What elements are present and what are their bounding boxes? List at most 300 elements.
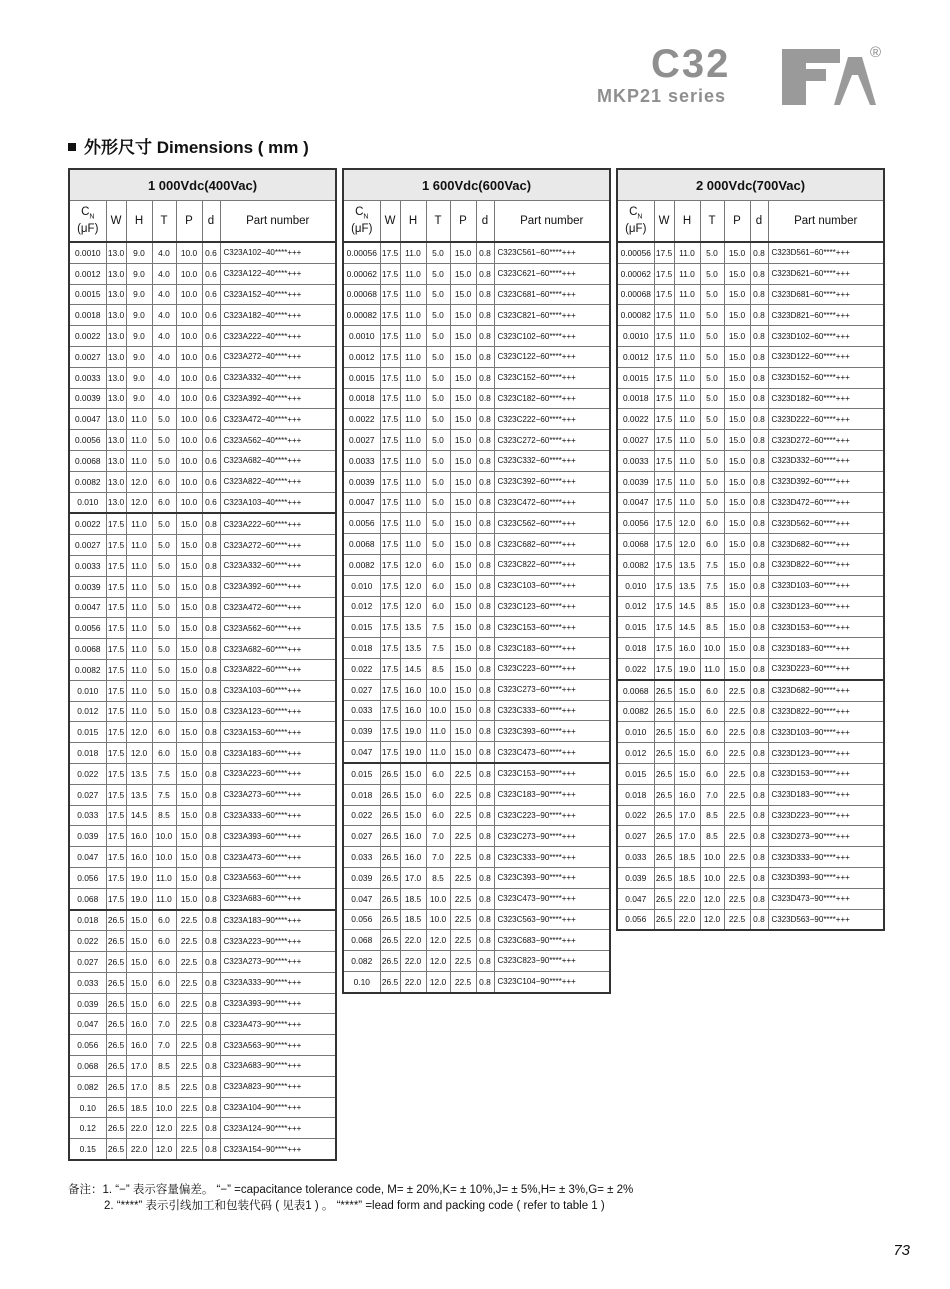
table-cell: 22.5 — [724, 743, 750, 764]
table-cell: 8.5 — [152, 1056, 176, 1077]
table-cell: 12.0 — [674, 534, 700, 555]
table-cell: 9.0 — [126, 346, 152, 367]
table-cell: 15.0 — [176, 680, 202, 701]
table-row — [69, 430, 336, 451]
table-cell: 0.8 — [750, 534, 768, 555]
part-number-cell: C323D681−60****+++ — [768, 284, 884, 305]
table-cell: 13.0 — [106, 430, 126, 451]
part-number-cell: C323A473−60****+++ — [220, 847, 336, 868]
table-row — [69, 576, 336, 597]
part-number-cell: C323D562−60****+++ — [768, 513, 884, 534]
table-cell: 5.0 — [426, 242, 450, 263]
table-cell: 0.027 — [343, 826, 380, 847]
table-cell: 0.8 — [476, 534, 494, 555]
table-cell: 0.8 — [202, 1035, 220, 1056]
table-cell: 6.0 — [700, 534, 724, 555]
table-row — [69, 1139, 336, 1160]
table-cell: 0.00056 — [617, 242, 654, 263]
table-cell: 0.010 — [617, 575, 654, 596]
table-cell: 15.0 — [450, 575, 476, 596]
part-number-cell: C323A472−60****+++ — [220, 597, 336, 618]
part-number-cell: C323C392−60****+++ — [494, 471, 610, 492]
table-cell: 22.5 — [450, 805, 476, 826]
table-row — [69, 1097, 336, 1118]
table-cell: 15.0 — [450, 742, 476, 763]
table-cell: 0.8 — [476, 700, 494, 721]
table-cell: 0.0082 — [69, 471, 106, 492]
table-cell: 15.0 — [724, 575, 750, 596]
part-number-cell: C323A683−60****+++ — [220, 888, 336, 909]
table-cell: 17.5 — [654, 263, 674, 284]
part-number-cell: C323C473−60****+++ — [494, 742, 610, 763]
part-number-cell: C323A223−90****+++ — [220, 931, 336, 952]
table-cell: 17.5 — [380, 367, 400, 388]
table-cell: 17.5 — [654, 367, 674, 388]
table-cell: 11.0 — [126, 576, 152, 597]
table-cell: 22.5 — [724, 888, 750, 909]
table-cell: 22.5 — [450, 867, 476, 888]
table-cell: 22.5 — [724, 847, 750, 868]
table-cell: 26.5 — [106, 993, 126, 1014]
column-header: W — [380, 201, 400, 243]
table-cell: 0.018 — [343, 784, 380, 805]
table-row — [69, 346, 336, 367]
table-cell: 16.0 — [126, 847, 152, 868]
table-cell: 5.0 — [700, 367, 724, 388]
table-cell: 16.0 — [126, 1014, 152, 1035]
table-cell: 5.0 — [152, 576, 176, 597]
table-row — [69, 1076, 336, 1097]
table-row — [343, 596, 610, 617]
table-cell: 0.047 — [69, 1014, 106, 1035]
table-cell: 15.0 — [450, 388, 476, 409]
table-cell: 0.8 — [476, 575, 494, 596]
part-number-cell: C323C153−90****+++ — [494, 763, 610, 784]
table-cell: 13.0 — [106, 326, 126, 347]
table-row — [617, 409, 884, 430]
table-cell: 5.0 — [700, 450, 724, 471]
table-cell: 26.5 — [380, 847, 400, 868]
table-cell: 15.0 — [724, 450, 750, 471]
table-cell: 11.0 — [126, 535, 152, 556]
table-row — [617, 554, 884, 575]
part-number-cell: C323A183−90****+++ — [220, 910, 336, 931]
table-cell: 0.8 — [750, 554, 768, 575]
table-cell: 0.8 — [750, 743, 768, 764]
table-cell: 0.8 — [202, 639, 220, 660]
dimension-table-2 — [342, 168, 611, 994]
table-cell: 0.8 — [750, 805, 768, 826]
table-cell: 26.5 — [380, 867, 400, 888]
table-cell: 0.6 — [202, 388, 220, 409]
table-cell: 22.5 — [724, 722, 750, 743]
table-cell: 15.0 — [126, 993, 152, 1014]
table-cell: 17.5 — [380, 409, 400, 430]
table-cell: 0.8 — [750, 847, 768, 868]
table-row — [617, 450, 884, 471]
table-row — [69, 888, 336, 909]
column-header: W — [106, 201, 126, 243]
table-cell: 13.5 — [400, 638, 426, 659]
table-cell: 10.0 — [176, 326, 202, 347]
table-cell: 11.0 — [126, 555, 152, 576]
table-cell: 0.0082 — [343, 554, 380, 575]
table-cell: 17.0 — [126, 1076, 152, 1097]
table-cell: 0.0022 — [69, 326, 106, 347]
part-number-cell: C323A563−90****+++ — [220, 1035, 336, 1056]
table-cell: 4.0 — [152, 305, 176, 326]
table-row — [69, 659, 336, 680]
table-cell: 10.0 — [176, 367, 202, 388]
table-cell: 18.5 — [126, 1097, 152, 1118]
table-row — [69, 242, 336, 263]
table-cell: 0.6 — [202, 450, 220, 471]
table-cell: 15.0 — [450, 658, 476, 679]
table-cell: 0.056 — [69, 867, 106, 888]
part-number-cell: C323D182−60****+++ — [768, 388, 884, 409]
table-cell: 7.5 — [152, 763, 176, 784]
part-number-cell: C323A562−60****+++ — [220, 618, 336, 639]
part-number-cell: C323D152−60****+++ — [768, 367, 884, 388]
table-cell: 26.5 — [654, 826, 674, 847]
table-row — [617, 388, 884, 409]
table-cell: 0.022 — [617, 805, 654, 826]
table-cell: 0.6 — [202, 492, 220, 513]
table-cell: 12.0 — [426, 930, 450, 951]
table-row — [343, 930, 610, 951]
table-row — [617, 784, 884, 805]
table-cell: 11.0 — [674, 346, 700, 367]
table-cell: 14.5 — [674, 596, 700, 617]
table-cell: 17.5 — [654, 430, 674, 451]
table-cell: 18.5 — [674, 867, 700, 888]
table-cell: 0.8 — [476, 826, 494, 847]
table-cell: 13.5 — [126, 763, 152, 784]
table-cell: 0.00082 — [343, 305, 380, 326]
table-cell: 11.0 — [400, 242, 426, 263]
table-cell: 11.0 — [674, 409, 700, 430]
table-cell: 15.0 — [724, 554, 750, 575]
table-row — [343, 951, 610, 972]
table-cell: 5.0 — [152, 450, 176, 471]
table-cell: 26.5 — [106, 1097, 126, 1118]
table-cell: 16.0 — [400, 826, 426, 847]
table-cell: 13.0 — [106, 284, 126, 305]
part-number-cell: C323C823−90****+++ — [494, 951, 610, 972]
table-cell: 0.8 — [750, 263, 768, 284]
table-cell: 0.8 — [476, 367, 494, 388]
table-cell: 7.5 — [700, 554, 724, 575]
table-cell: 17.5 — [380, 575, 400, 596]
table-cell: 10.0 — [426, 679, 450, 700]
table-cell: 17.5 — [380, 346, 400, 367]
table-cell: 26.5 — [380, 805, 400, 826]
table-cell: 0.082 — [343, 951, 380, 972]
table-cell: 14.5 — [126, 805, 152, 826]
table-cell: 0.8 — [476, 263, 494, 284]
table-row — [69, 263, 336, 284]
table-cell: 0.6 — [202, 367, 220, 388]
table-cell: 26.5 — [654, 680, 674, 701]
part-number-cell: C323C821−60****+++ — [494, 305, 610, 326]
table-cell: 9.0 — [126, 242, 152, 263]
table-cell: 17.0 — [400, 867, 426, 888]
table-cell: 11.0 — [126, 597, 152, 618]
table-cell: 13.5 — [400, 617, 426, 638]
table-cell: 4.0 — [152, 284, 176, 305]
table-row — [617, 847, 884, 868]
table-cell: 22.5 — [176, 910, 202, 931]
table-cell: 8.5 — [700, 826, 724, 847]
table-cell: 0.8 — [476, 867, 494, 888]
table-cell: 7.5 — [152, 784, 176, 805]
table-row — [69, 993, 336, 1014]
voltage-rating-header: 1 600Vdc(600Vac) — [343, 169, 610, 201]
table-cell: 11.0 — [126, 639, 152, 660]
series-code: C32 — [651, 42, 731, 86]
table-cell: 17.5 — [380, 326, 400, 347]
table-cell: 12.0 — [400, 575, 426, 596]
table-row — [343, 575, 610, 596]
notes — [68, 1182, 633, 1214]
table-cell: 11.0 — [400, 326, 426, 347]
table-cell: 0.8 — [476, 638, 494, 659]
table-cell: 0.018 — [343, 638, 380, 659]
table-cell: 10.0 — [152, 847, 176, 868]
table-cell: 12.0 — [700, 909, 724, 930]
part-number-cell: C323A153−60****+++ — [220, 722, 336, 743]
table-cell: 5.0 — [152, 555, 176, 576]
table-cell: 0.0039 — [69, 388, 106, 409]
table-cell: 0.039 — [343, 721, 380, 742]
table-cell: 0.00068 — [343, 284, 380, 305]
part-number-cell: C323A222−40****+++ — [220, 326, 336, 347]
table-cell: 11.0 — [400, 305, 426, 326]
part-number-cell: C323A122−40****+++ — [220, 263, 336, 284]
table-row — [69, 471, 336, 492]
table-cell: 11.0 — [400, 409, 426, 430]
table-cell: 17.5 — [654, 638, 674, 659]
table-cell: 10.0 — [176, 471, 202, 492]
table-cell: 11.0 — [126, 409, 152, 430]
table-cell: 22.5 — [176, 972, 202, 993]
table-cell: 11.0 — [400, 513, 426, 534]
table-row — [617, 326, 884, 347]
table-row — [343, 367, 610, 388]
table-cell: 8.5 — [700, 596, 724, 617]
table-row — [69, 743, 336, 764]
table-row — [617, 492, 884, 513]
table-cell: 0.8 — [202, 993, 220, 1014]
table-cell: 0.8 — [750, 450, 768, 471]
table-row — [69, 910, 336, 931]
table-row — [617, 909, 884, 930]
table-cell: 5.0 — [700, 305, 724, 326]
table-cell: 0.6 — [202, 242, 220, 263]
table-cell: 17.5 — [380, 721, 400, 742]
table-cell: 17.5 — [106, 576, 126, 597]
table-row — [617, 826, 884, 847]
dimension-table-3 — [616, 168, 885, 931]
table-row — [617, 867, 884, 888]
table-cell: 11.0 — [674, 284, 700, 305]
table-cell: 5.0 — [426, 513, 450, 534]
part-number-cell: C323D682−60****+++ — [768, 534, 884, 555]
table-row — [343, 763, 610, 784]
table-cell: 22.5 — [176, 931, 202, 952]
table-cell: 22.5 — [724, 805, 750, 826]
table-cell: 17.5 — [654, 617, 674, 638]
table-row — [343, 513, 610, 534]
table-cell: 0.0068 — [617, 534, 654, 555]
table-cell: 17.5 — [654, 596, 674, 617]
table-cell: 6.0 — [700, 701, 724, 722]
table-cell: 17.5 — [380, 700, 400, 721]
table-cell: 16.0 — [126, 1035, 152, 1056]
table-cell: 7.0 — [426, 847, 450, 868]
table-cell: 17.0 — [126, 1056, 152, 1077]
note-2: 2. “****” 表示引线加工和包装代码 ( 见表1 ) 。 “****” =lead form and packing code ( refer to table 1 ) — [104, 1200, 605, 1212]
table-cell: 0.8 — [476, 242, 494, 263]
table-cell: 15.0 — [450, 367, 476, 388]
table-cell: 6.0 — [152, 931, 176, 952]
table-cell: 6.0 — [426, 784, 450, 805]
table-cell: 0.8 — [750, 367, 768, 388]
table-cell: 0.6 — [202, 305, 220, 326]
part-number-cell: C323A103−60****+++ — [220, 680, 336, 701]
table-cell: 8.5 — [152, 805, 176, 826]
table-cell: 17.5 — [106, 639, 126, 660]
part-number-cell: C323C563−90****+++ — [494, 909, 610, 930]
part-number-cell: C323A273−90****+++ — [220, 952, 336, 973]
table-cell: 0.8 — [476, 617, 494, 638]
table-cell: 0.8 — [476, 888, 494, 909]
table-cell: 17.5 — [654, 513, 674, 534]
table-cell: 0.8 — [476, 742, 494, 763]
table-row — [69, 450, 336, 471]
table-cell: 0.033 — [69, 805, 106, 826]
part-number-cell: C323D123−60****+++ — [768, 596, 884, 617]
part-number-cell: C323A822−40****+++ — [220, 471, 336, 492]
part-number-cell: C323A222−60****+++ — [220, 513, 336, 534]
table-cell: 22.5 — [724, 763, 750, 784]
table-cell: 17.5 — [380, 638, 400, 659]
table-cell: 0.0033 — [343, 450, 380, 471]
table-cell: 6.0 — [700, 743, 724, 764]
part-number-cell: C323C333−60****+++ — [494, 700, 610, 721]
table-row — [343, 888, 610, 909]
column-header: H — [126, 201, 152, 243]
table-cell: 0.8 — [750, 888, 768, 909]
part-number-cell: C323C122−60****+++ — [494, 346, 610, 367]
table-row — [343, 784, 610, 805]
table-cell: 5.0 — [700, 388, 724, 409]
table-cell: 5.0 — [152, 680, 176, 701]
table-cell: 13.0 — [106, 409, 126, 430]
table-cell: 0.8 — [750, 346, 768, 367]
table-cell: 13.5 — [674, 554, 700, 575]
table-cell: 0.8 — [476, 284, 494, 305]
table-cell: 13.0 — [106, 305, 126, 326]
table-cell: 17.5 — [380, 471, 400, 492]
table-cell: 6.0 — [152, 972, 176, 993]
part-number-cell: C323D223−60****+++ — [768, 658, 884, 679]
table-cell: 16.0 — [400, 679, 426, 700]
part-number-cell: C323A152−40****+++ — [220, 284, 336, 305]
table-cell: 12.0 — [126, 743, 152, 764]
table-cell: 17.5 — [380, 305, 400, 326]
table-cell: 0.015 — [343, 763, 380, 784]
table-cell: 0.0015 — [69, 284, 106, 305]
table-row — [343, 721, 610, 742]
table-cell: 0.8 — [202, 722, 220, 743]
table-cell: 15.0 — [176, 701, 202, 722]
part-number-cell: C323D561−60****+++ — [768, 242, 884, 263]
table-cell: 13.0 — [106, 492, 126, 513]
table-cell: 6.0 — [152, 492, 176, 513]
table-cell: 10.0 — [426, 700, 450, 721]
table-row — [617, 722, 884, 743]
table-row — [69, 722, 336, 743]
table-cell: 11.0 — [674, 263, 700, 284]
part-number-cell: C323D222−60****+++ — [768, 409, 884, 430]
part-number-cell: C323A682−40****+++ — [220, 450, 336, 471]
table-cell: 0.8 — [750, 326, 768, 347]
part-number-cell: C323A273−60****+++ — [220, 784, 336, 805]
table-cell: 13.5 — [674, 575, 700, 596]
table-cell: 0.8 — [750, 284, 768, 305]
table-row — [343, 554, 610, 575]
table-row — [69, 639, 336, 660]
part-number-cell: C323A823−90****+++ — [220, 1076, 336, 1097]
column-header: H — [400, 201, 426, 243]
column-header: P — [450, 201, 476, 243]
table-cell: 0.00062 — [617, 263, 654, 284]
table-row — [343, 700, 610, 721]
table-cell: 10.0 — [176, 388, 202, 409]
part-number-cell: C323A333−90****+++ — [220, 972, 336, 993]
table-cell: 0.0018 — [343, 388, 380, 409]
table-cell: 22.5 — [176, 1139, 202, 1160]
table-row — [69, 763, 336, 784]
part-number-cell: C323A103−40****+++ — [220, 492, 336, 513]
table-cell: 15.0 — [674, 763, 700, 784]
table-cell: 0.8 — [476, 388, 494, 409]
table-cell: 9.0 — [126, 367, 152, 388]
table-cell: 17.5 — [654, 534, 674, 555]
part-number-cell: C323C183−90****+++ — [494, 784, 610, 805]
table-row — [69, 1056, 336, 1077]
table-cell: 5.0 — [426, 388, 450, 409]
part-number-cell: C323D153−60****+++ — [768, 617, 884, 638]
table-cell: 12.0 — [700, 888, 724, 909]
table-cell: 17.5 — [654, 305, 674, 326]
table-row — [69, 847, 336, 868]
part-number-cell: C323D682−90****+++ — [768, 680, 884, 701]
table-cell: 17.5 — [380, 554, 400, 575]
table-cell: 17.5 — [654, 388, 674, 409]
table-cell: 0.8 — [202, 1056, 220, 1077]
table-cell: 10.0 — [176, 263, 202, 284]
table-cell: 22.5 — [176, 1097, 202, 1118]
column-header: T — [700, 201, 724, 243]
table-row — [617, 658, 884, 679]
table-cell: 12.0 — [126, 722, 152, 743]
table-cell: 0.010 — [343, 575, 380, 596]
table-row — [617, 263, 884, 284]
table-cell: 0.8 — [476, 409, 494, 430]
table-cell: 26.5 — [380, 971, 400, 992]
